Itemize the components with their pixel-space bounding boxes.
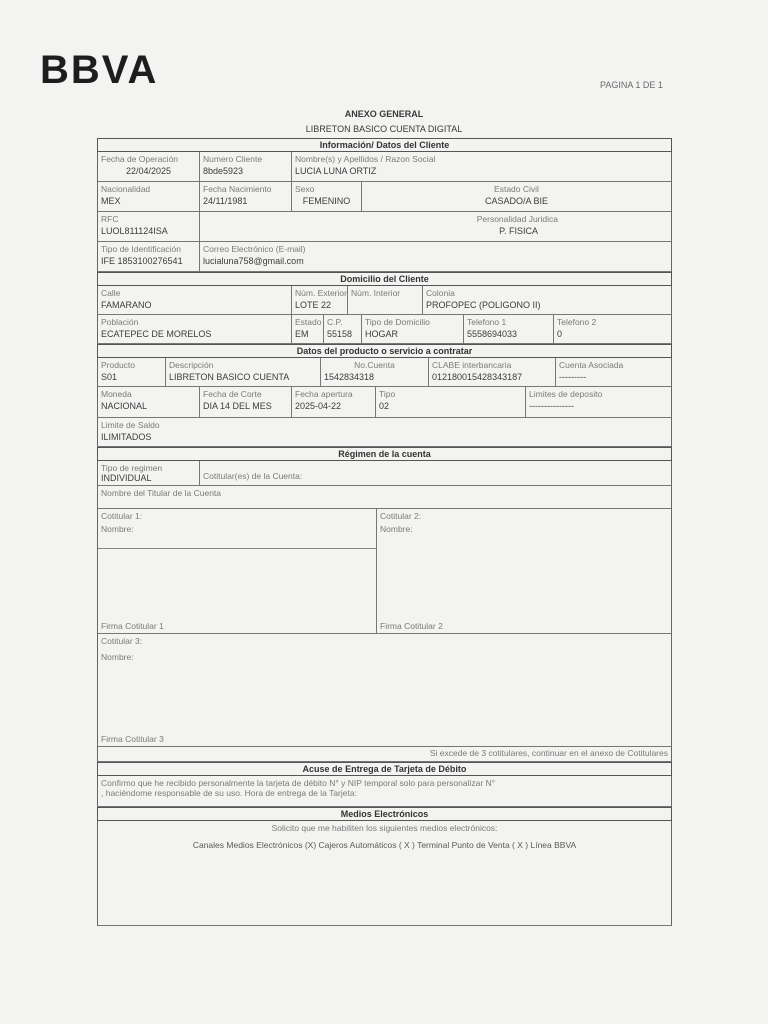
section-producto: Datos del producto o servicio a contratar: [97, 344, 672, 358]
num-ext-cell: [292, 286, 348, 314]
medios-cell: [98, 821, 671, 925]
cotitulares-cell: [200, 461, 671, 485]
cuenta-asociada-cell: [556, 358, 671, 386]
estado-cell: [292, 315, 324, 343]
fecha-operacion-cell: [98, 152, 200, 181]
limites-deposito-label: Limites de deposito: [529, 389, 603, 399]
tipo-id-value: IFE 1853100276541: [101, 256, 183, 266]
num-ext-value: LOTE 22: [295, 300, 332, 310]
cotitulares-note-cell: [98, 747, 671, 761]
num-ext-label: Núm. Exterior: [295, 288, 347, 298]
sexo-label: Sexo: [295, 184, 315, 194]
email-value: lucialuna758@gmail.com: [203, 256, 304, 266]
cotitular3-nombre-label: Nombre:: [101, 652, 134, 662]
tipo-regimen-value: INDIVIDUAL: [101, 473, 152, 483]
sexo-cell: [292, 182, 362, 211]
cotitular1-firma-label: Firma Cotitular 1: [101, 621, 164, 631]
client-row-2: [97, 182, 672, 212]
email-cell: [200, 242, 671, 271]
poblacion-label: Población: [101, 317, 139, 327]
descripcion-label: Descripción: [169, 360, 214, 370]
limite-saldo-value: ILIMITADOS: [101, 432, 152, 442]
clabe-cell: [429, 358, 556, 386]
moneda-cell: [98, 387, 200, 417]
calle-value: FAMARANO: [101, 300, 152, 310]
regimen-row-1: [97, 461, 672, 486]
nacionalidad-value: MEX: [101, 196, 121, 206]
cotitular1-nombre-label: Nombre:: [101, 524, 134, 534]
cp-cell: [324, 315, 362, 343]
client-row-3: [97, 212, 672, 242]
telefono2-value: 0: [557, 329, 563, 339]
colonia-cell: [423, 286, 671, 314]
fecha-operacion-value: 22/04/2025: [125, 166, 172, 176]
calle-label: Calle: [101, 288, 121, 298]
fecha-nacimiento-cell: [200, 182, 292, 211]
fecha-corte-value: DIA 14 DEL MES: [203, 401, 272, 411]
fecha-apertura-value: 2025-04-22: [295, 401, 342, 411]
cotitular1-cell: [98, 509, 377, 633]
client-row-4: [97, 242, 672, 272]
cotitulares-note: Si excede de 3 cotitulares, continuar en el anexo de Cotitulares: [429, 748, 668, 758]
acuse-text-2: , haciéndome responsable de su uso. Hora de entrega de la Tarjeta:: [101, 788, 357, 798]
doc-subtitle: LIBRETON BASICO CUENTA DIGITAL: [305, 124, 463, 134]
medios-line-2: Canales Medios Electrónicos (X) Cajeros Automáticos ( X ) Terminal Punto de Venta ( X ) Línea BBVA: [192, 840, 577, 850]
cotitular2-cell: [377, 509, 671, 633]
domicilio-row-2: [97, 315, 672, 344]
nombre-label: Nombre(s) y Apellidos / Razon Social: [295, 154, 436, 164]
fecha-apertura-cell: [292, 387, 376, 417]
fecha-corte-label: Fecha de Corte: [203, 389, 262, 399]
no-cuenta-cell: [321, 358, 429, 386]
doc-title: ANEXO GENERAL: [344, 109, 424, 119]
cotitular2-firma-label: Firma Cotitular 2: [380, 621, 443, 631]
tipo-domicilio-value: HOGAR: [365, 329, 399, 339]
numero-cliente-value: 8bde5923: [203, 166, 244, 176]
limites-deposito-cell: [526, 387, 671, 417]
rfc-label: RFC: [101, 214, 119, 224]
poblacion-value: ECATEPEC DE MORELOS: [101, 329, 212, 339]
limite-saldo-cell: [98, 418, 671, 446]
clabe-value: 012180015428343187: [432, 372, 523, 382]
personalidad-label: Personalidad Juridica: [476, 214, 558, 224]
moneda-value: NACIONAL: [101, 401, 148, 411]
producto-cell: [98, 358, 166, 386]
cotitular1-divider: [98, 548, 376, 549]
rfc-value: LUOL811124ISA: [101, 226, 168, 236]
nombre-cell: [292, 152, 671, 181]
bbva-logo: BBVA: [40, 48, 159, 92]
cotitular3-label: Cotitular 3:: [101, 636, 143, 646]
estado-label: Estado: [295, 317, 322, 327]
tipo-cell: [376, 387, 526, 417]
client-row-1: [97, 152, 672, 182]
tipo-domicilio-cell: [362, 315, 464, 343]
sexo-value: FEMENINO: [302, 196, 351, 206]
nombre-value: LUCIA LUNA ORTIZ: [295, 166, 377, 176]
fecha-nacimiento-label: Fecha Nacimiento: [203, 184, 272, 194]
limites-deposito-value: ---------------: [529, 401, 574, 411]
acuse-text-1: Confirmo que he recibido personalmente la tarjeta de débito N° y NIP temporal solo para personalizar N°: [101, 778, 496, 788]
moneda-label: Moneda: [101, 389, 132, 399]
section-regimen: Régimen de la cuenta: [97, 447, 672, 461]
tipo-domicilio-label: Tipo de Domicilio: [365, 317, 430, 327]
cotitulares-12-row: [97, 509, 672, 634]
limite-saldo-label: Limite de Saldo: [101, 420, 160, 430]
cotitulares-label: Cotitular(es) de la Cuenta:: [203, 471, 303, 481]
producto-row-2: [97, 387, 672, 418]
estado-civil-label: Estado Civil: [494, 184, 539, 194]
fecha-corte-cell: [200, 387, 292, 417]
cotitular3-row: [97, 634, 672, 747]
estado-value: EM: [295, 329, 309, 339]
form: [97, 138, 672, 926]
colonia-value: PROFOPEC (POLIGONO II): [426, 300, 541, 310]
acuse-row: [97, 776, 672, 807]
section-domicilio: Domicilio del Cliente: [97, 272, 672, 286]
tipo-regimen-label: Tipo de regimen: [101, 463, 163, 473]
personalidad-cell: [200, 212, 671, 241]
clabe-label: CLABE interbancaria: [432, 360, 512, 370]
cotitular3-firma-label: Firma Cotitular 3: [101, 734, 164, 744]
tipo-regimen-cell: [98, 461, 200, 485]
medios-row: [97, 821, 672, 926]
medios-line-1: Solicito que me habiliten los siguientes medios electrónicos:: [271, 823, 498, 833]
nacionalidad-label: Nacionalidad: [101, 184, 151, 194]
nacionalidad-cell: [98, 182, 200, 211]
fecha-apertura-label: Fecha apertura: [295, 389, 353, 399]
email-label: Correo Electrónico (E-mail): [203, 244, 306, 254]
numero-cliente-cell: [200, 152, 292, 181]
section-medios: Medios Electrónicos: [97, 807, 672, 821]
telefono2-label: Telefono 2: [557, 317, 597, 327]
colonia-label: Colonia: [426, 288, 455, 298]
no-cuenta-label: No.Cuenta: [354, 360, 395, 370]
tipo-value: 02: [379, 401, 390, 411]
cuenta-asociada-value: ---------: [559, 372, 586, 382]
producto-row-1: [97, 358, 672, 387]
domicilio-row-1: [97, 286, 672, 315]
cuenta-asociada-label: Cuenta Asociada: [559, 360, 624, 370]
telefono1-value: 5558694033: [467, 329, 518, 339]
cotitulares-note-row: [97, 747, 672, 762]
fecha-operacion-label: Fecha de Operación: [101, 154, 179, 164]
titular-firma-cell: [98, 486, 671, 508]
telefono2-cell: [554, 315, 671, 343]
telefono1-label: Telefono 1: [467, 317, 507, 327]
numero-cliente-label: Numero Cliente: [203, 154, 263, 164]
section-acuse: Acuse de Entrega de Tarjeta de Débito: [97, 762, 672, 776]
cotitular2-label: Cotitular 2:: [380, 511, 422, 521]
estado-civil-value: CASADO/A BIE: [484, 196, 548, 206]
tipo-id-label: Tipo de Identificación: [101, 244, 182, 254]
fecha-nacimiento-value: 24/11/1981: [203, 196, 248, 206]
rfc-cell: [98, 212, 200, 241]
tipo-id-cell: [98, 242, 200, 271]
estado-civil-cell: [362, 182, 671, 211]
no-cuenta-value: 1542834318: [324, 372, 375, 382]
cotitular2-nombre-label: Nombre:: [380, 524, 413, 534]
telefono1-cell: [464, 315, 554, 343]
personalidad-value: P. FISICA: [499, 226, 538, 236]
titular-firma-label: Nombre del Titular de la Cuenta: [101, 488, 222, 498]
tipo-label: Tipo: [379, 389, 396, 399]
calle-cell: [98, 286, 292, 314]
cp-value: 55158: [327, 329, 353, 339]
cp-label: C.P.: [327, 317, 343, 327]
acuse-cell: [98, 776, 671, 806]
num-int-cell: [348, 286, 423, 314]
page-number: PAGINA 1 DE 1: [600, 80, 663, 90]
num-int-label: Núm. Interior: [351, 288, 401, 298]
producto-label: Producto: [101, 360, 136, 370]
descripcion-cell: [166, 358, 321, 386]
regimen-row-2: [97, 486, 672, 509]
producto-row-3: [97, 418, 672, 447]
cotitular3-cell: [98, 634, 671, 746]
section-client: Información/ Datos del Cliente: [97, 138, 672, 152]
cotitular1-label: Cotitular 1:: [101, 511, 143, 521]
producto-value: S01: [101, 372, 118, 382]
descripcion-value: LIBRETON BASICO CUENTA: [169, 372, 290, 382]
poblacion-cell: [98, 315, 292, 343]
